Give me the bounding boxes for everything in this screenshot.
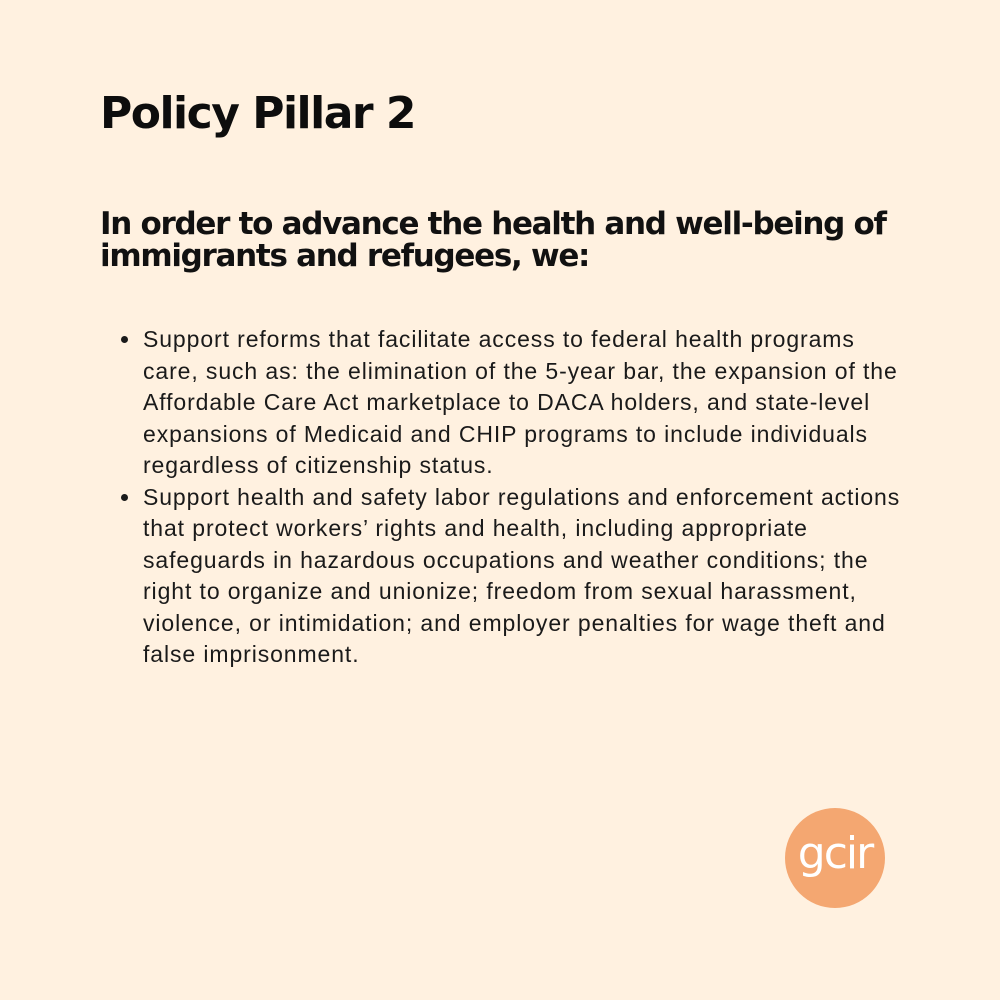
list-item	[143, 482, 903, 671]
bullet-icon	[121, 494, 128, 501]
gcir-logo	[785, 808, 885, 908]
bullet-icon	[121, 336, 128, 343]
list-item-text: Support health and safety labor regulations and enforcement actions that protect workers’ rights and health, including appropriate safeguards in hazardous occupations and weather conditions; the right to organize and unionize; freedom from sexual harassment, violence, or intimidation; and employer penalties for wage theft and false imprisonment.	[143, 483, 901, 667]
list-item	[143, 324, 903, 482]
logo-text: gcir	[797, 828, 873, 879]
policy-list	[143, 324, 903, 671]
list-item-text: Support reforms that facilitate access to federal health programs care, such as: the elimination of the 5-year bar, the expansion of the Affordable Care Act marketplace to DACA holders, and state-level expansions of Medicaid and CHIP programs to include individuals regardless of citizenship status.	[143, 326, 898, 478]
page-title: Policy Pillar 2	[100, 88, 416, 139]
subtitle: In order to advance the health and well-being of immigrants and refugees, we:	[100, 206, 886, 274]
